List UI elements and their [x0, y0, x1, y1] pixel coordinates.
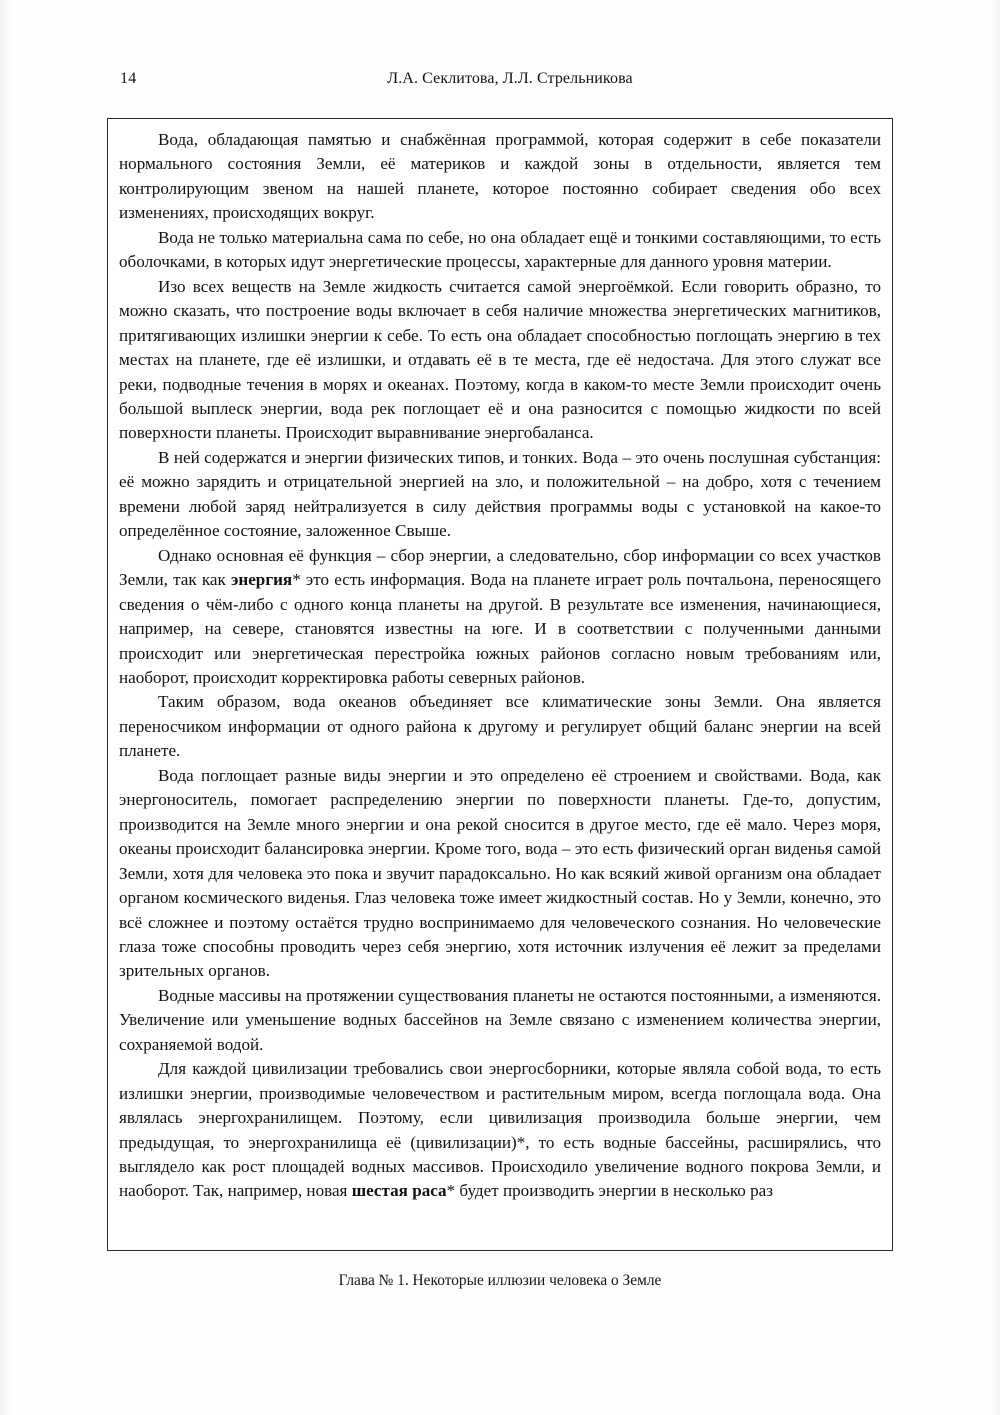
authors-line: Л.А. Секлитова, Л.Л. Стрельникова [387, 70, 633, 87]
paragraph-segment-before: Для каждой цивилизации требовались свои энергосборники, которые являла собой вода, то есть излишки энергии, производимые человечеством и растительным миром, всегда поглощала вода. Она являлась энергохранилищем. Поэтому, если цивилизация производила больше энергии, чем предыдущая, то энергохранилища её (цивилизации)*, то есть водные бассейны, расширялись, что выглядело как рост площадей водных массивов. Происходило увеличение водного покрова Земли, и наоборот. Так, например, новая [119, 1059, 881, 1201]
paragraph-with-bold-race [119, 1057, 881, 1204]
body-text [119, 128, 881, 1204]
footer-chapter-line: Глава № 1. Некоторые иллюзии человека о Земле [338, 1272, 662, 1289]
text-frame-border [107, 118, 893, 1251]
paragraph: Вода поглощает разные виды энергии и это определено её строением и свойствами. Вода, как энергоноситель, помогает распределению энергии по поверхности планеты. Где-то, допустим, производится на Земле много энергии и она рекой сносится в другое место, где её мало. Через моря, океаны происходит балансировка энергии. Кроме того, вода – это есть физический орган виденья самой Земли, хотя для человека это пока и звучит парадоксально. Но как всякий живой организм она обладает органом космического виденья. Глаз человека тоже имеет жидкостный состав. Но у Земли, конечно, это всё сложнее и поэтому остаётся трудно воспринимаемо для человеческого сознания. Но человеческие глаза тоже способны проводить через себя энергию, хотя источник излучения её лежит за пределами зрительных органов. [119, 765, 881, 981]
paragraph: В ней содержатся и энергии физических типов, и тонких. Вода – это очень послушная субстанция: её можно зарядить и отрицательной энергией на зло, и положительной – на добро, хотя с течением времени любой заряд нейтрализуется в силу действия программы воды с установкой на какое-то определённое состояние, заложенное Свыше. [119, 447, 881, 541]
paragraph: Таким образом, вода океанов объединяет все климатические зоны Земли. Она является переносчиком информации от одного района к другому и регулирует общий баланс энергии на всей планете. [119, 692, 881, 761]
paragraph-segment-before: Однако основная её функция – сбор энергии, а следовательно, сбор информации со всех участков Земли, так как [119, 545, 881, 590]
running-head [120, 70, 900, 94]
paragraph-segment-after: * это есть информация. Вода на планете играет роль почтальона, переносящего сведения о чём-либо с одного конца планеты на другой. В результате все изменения, начинающиеся, например, на севере, становятся известны на юге. И в соответствии с полученными данными происходит или энергетическая перестройка южных районов согласно новым требованиям или, наоборот, происходит корректировка работы северных районов. [119, 570, 882, 687]
page-number: 14 [120, 70, 137, 87]
paragraph-segment-after: * будет производить энергии в несколько раз [446, 1181, 774, 1201]
bold-term-race: шестая раса [351, 1181, 447, 1201]
paragraph-with-bold-energy [119, 544, 881, 691]
scan-edge-left [0, 0, 12, 1415]
bold-term-energy: энергия [230, 570, 293, 590]
scan-edge-right [988, 0, 1000, 1415]
paragraph: Вода не только материальна сама по себе, но она обладает ещё и тонкими составляющими, то есть оболочками, в которых идут энергетические процессы, характерные для данного уровня материи. [119, 227, 881, 272]
paragraph: Изо всех веществ на Земле жидкость считается самой энергоёмкой. Если говорить образно, то можно сказать, что построение воды включает в себя наличие множества энергетических магнитиков, притягивающих излишки энергии к себе. То есть она обладает способностью поглощать энергию в тех местах на планете, где её излишки, и отдавать её в те места, где её недостача. Для этого служат все реки, подводные течения в морях и океанах. Поэтому, когда в каком-то месте Земли происходит очень большой выплеск энергии, вода рек поглощает её и она разносится с помощью жидкости по всей поверхности планеты. Происходит выравнивание энергобаланса. [119, 276, 881, 443]
paragraph: Вода, обладающая памятью и снабжённая программой, которая содержит в себе показатели нормального состояния Земли, её материков и каждой зоны в отдельности, является тем контролирующим звеном на нашей планете, которое постоянно собирает сведения обо всех изменениях, происходящих вокруг. [119, 130, 881, 223]
paragraph: Водные массивы на протяжении существования планеты не остаются постоянными, а изменяются. Увеличение или уменьшение водных бассейнов на Земле связано с изменением количества энергии, сохраняемой водой. [119, 985, 881, 1054]
